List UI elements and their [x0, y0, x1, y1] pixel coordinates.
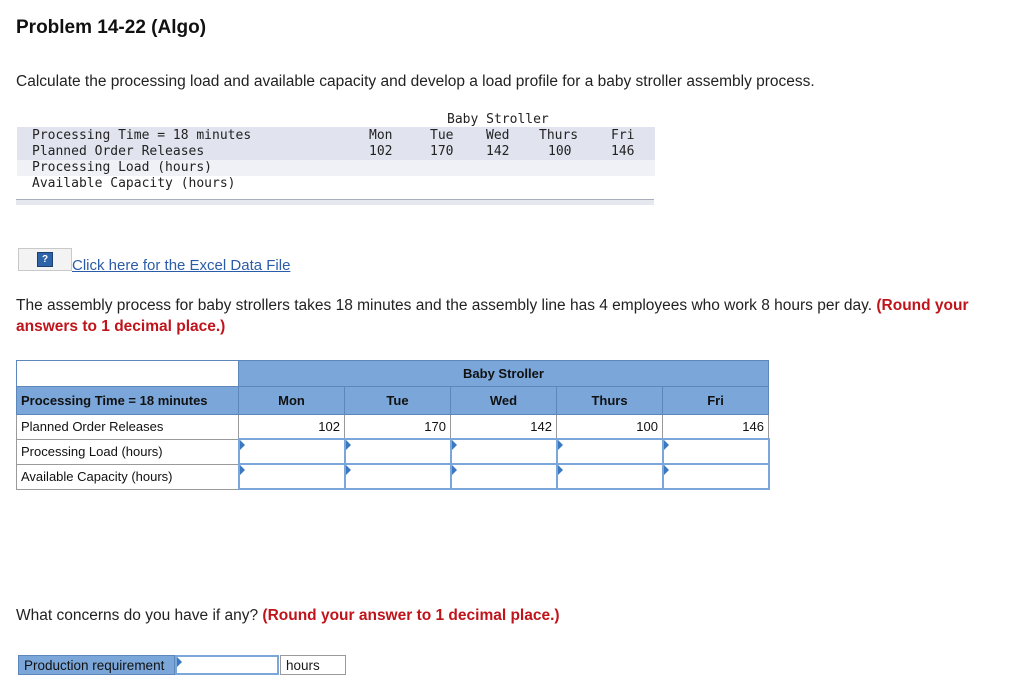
preview-group-title: Baby Stroller [447, 112, 549, 127]
excel-data-link[interactable]: Click here for the Excel Data File [72, 257, 291, 274]
column-header-tue: Tue [345, 387, 451, 415]
page-title: Problem 14-22 (Algo) [16, 17, 207, 38]
answer-input[interactable] [452, 465, 556, 488]
cell-value: 142 [451, 415, 557, 440]
table-row [17, 415, 769, 440]
table-header-row [17, 387, 769, 415]
processing-load-tue-input[interactable] [345, 439, 451, 464]
cell-value: 146 [663, 415, 769, 440]
concern-question [16, 607, 560, 625]
table-row [17, 439, 769, 464]
preview-row-label: Processing Load (hours) [32, 160, 213, 175]
preview-day: Wed [486, 128, 510, 143]
available-capacity-tue-input[interactable] [345, 464, 451, 489]
cell-value: 100 [557, 415, 663, 440]
answer-input[interactable] [240, 440, 344, 463]
answer-input[interactable] [664, 440, 768, 463]
answer-input[interactable] [664, 465, 768, 488]
answer-input[interactable] [346, 440, 450, 463]
cell-value: 170 [345, 415, 451, 440]
help-icon[interactable]: ? [37, 252, 53, 267]
production-requirement-field[interactable] [175, 655, 279, 675]
preview-day: Fri [611, 128, 635, 143]
available-capacity-mon-input[interactable] [239, 464, 345, 489]
production-requirement-label: Production requirement [18, 655, 175, 675]
preview-row-label: Planned Order Releases [32, 144, 205, 159]
column-header-mon: Mon [239, 387, 345, 415]
column-header-fri: Fri [663, 387, 769, 415]
available-capacity-wed-input[interactable] [451, 464, 557, 489]
concern-instruction: (Round your answer to 1 decimal place.) [262, 607, 560, 624]
row-label: Available Capacity (hours) [17, 464, 239, 489]
load-profile-table [16, 360, 770, 490]
preview-value: 146 [611, 144, 635, 159]
column-header-wed: Wed [451, 387, 557, 415]
answer-input[interactable] [240, 465, 344, 488]
answer-input[interactable] [558, 465, 662, 488]
processing-load-mon-input[interactable] [239, 439, 345, 464]
group-header: Baby Stroller [239, 361, 769, 387]
problem-intro: Calculate the processing load and available capacity and develop a load profile for a baby stroller assembly process. [16, 73, 815, 90]
available-capacity-thurs-input[interactable] [557, 464, 663, 489]
processing-load-wed-input[interactable] [451, 439, 557, 464]
row-label: Planned Order Releases [17, 415, 239, 440]
production-requirement-input[interactable] [177, 658, 277, 674]
preview-row-label: Available Capacity (hours) [32, 176, 236, 191]
preview-scrollbar[interactable] [16, 199, 654, 205]
cell-value: 102 [239, 415, 345, 440]
preview-value: 100 [548, 144, 572, 159]
description-text: The assembly process for baby strollers takes 18 minutes and the assembly line has 4 employees who work 8 hours per day. [16, 297, 877, 314]
preview-value: 102 [369, 144, 393, 159]
row-label: Processing Load (hours) [17, 439, 239, 464]
preview-value: 170 [430, 144, 454, 159]
problem-description [16, 295, 1011, 337]
production-unit: hours [280, 655, 346, 675]
answer-input[interactable] [452, 440, 556, 463]
processing-time-header: Processing Time = 18 minutes [17, 387, 239, 415]
preview-row-label: Processing Time = 18 minutes [32, 128, 252, 143]
processing-load-thurs-input[interactable] [557, 439, 663, 464]
processing-load-fri-input[interactable] [663, 439, 769, 464]
concern-text: What concerns do you have if any? [16, 607, 263, 624]
preview-value: 142 [486, 144, 510, 159]
empty-corner-cell [17, 361, 239, 387]
rounding-instruction: (Round your answers to 1 decimal place.) [16, 297, 969, 335]
preview-day: Tue [430, 128, 454, 143]
preview-day: Mon [369, 128, 393, 143]
column-header-thurs: Thurs [557, 387, 663, 415]
available-capacity-fri-input[interactable] [663, 464, 769, 489]
preview-day: Thurs [539, 128, 579, 143]
table-group-row [17, 361, 769, 387]
answer-input[interactable] [558, 440, 662, 463]
table-row [17, 464, 769, 489]
answer-input[interactable] [346, 465, 450, 488]
